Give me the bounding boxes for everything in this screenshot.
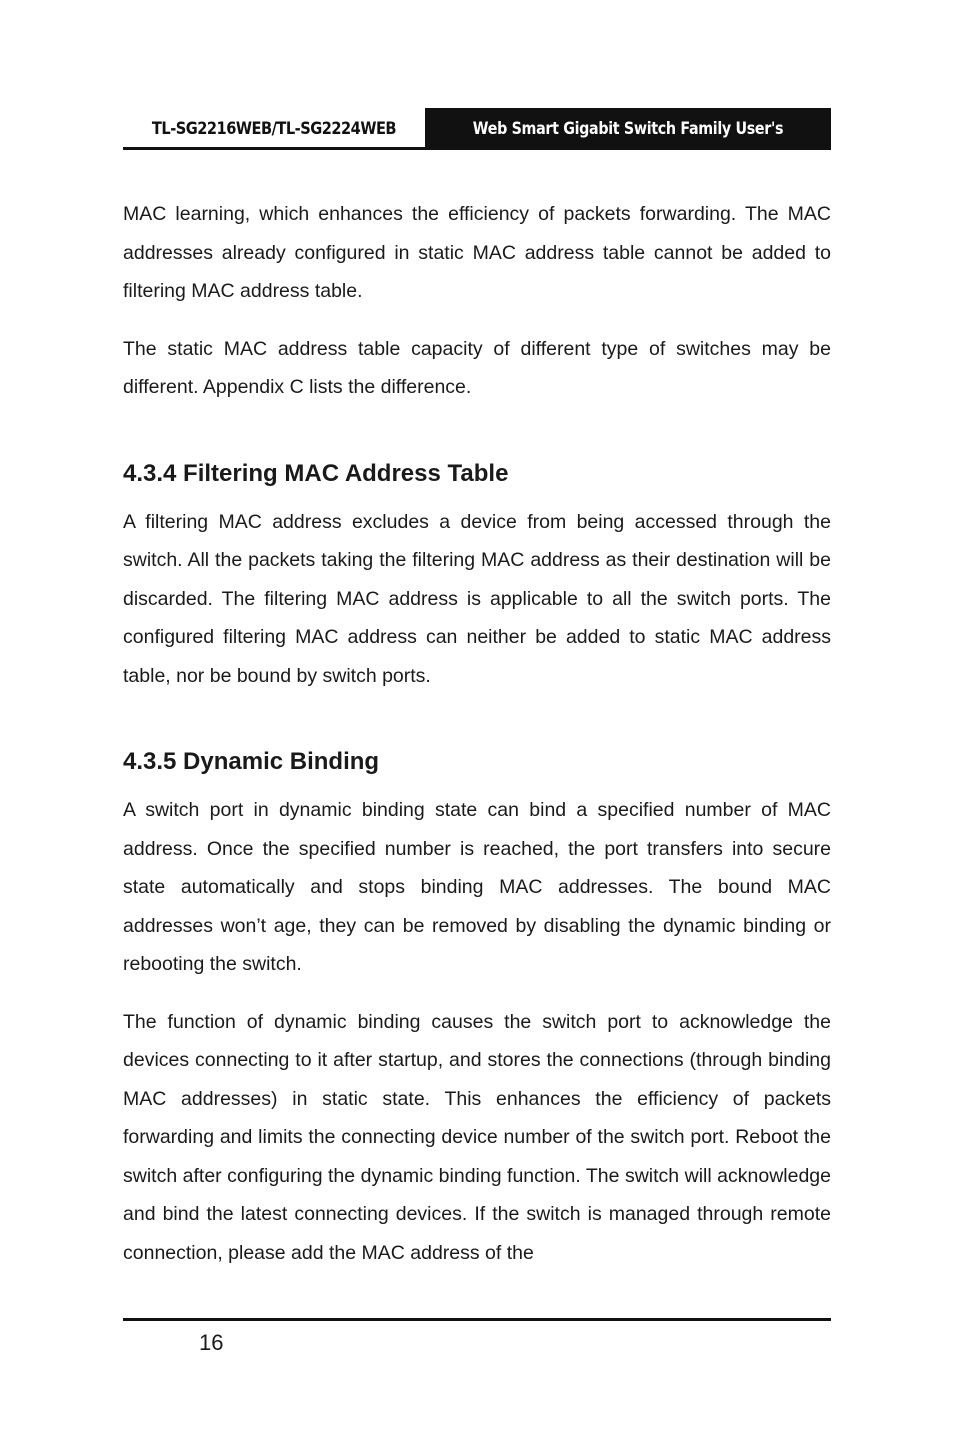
header-guide-title: Web Smart Gigabit Switch Family User's Guide [472,119,784,181]
filtering-mac-paragraph: A filtering MAC address excludes a device from being accessed through the switch. All the packets taking the filtering MAC address as their destination will be discarded. The filtering MAC address is applicable to all the switch ports. The configured filtering MAC address can neither be added to static MAC address table, nor be bound by switch ports. [123,510,831,687]
dynamic-binding-paragraph-2: The function of dynamic binding causes the switch port to acknowledge the devices connecting to it after startup, and stores the connections (through binding MAC addresses) in static state. This enhances the efficiency of packets forwarding and limits the connecting device number of the switch port. Reboot the switch after configuring the dynamic binding function. The switch will acknowledge and bind the latest connecting devices. If the switch is managed through remote connection, please add the MAC address of the [123,1010,831,1264]
footer-rule [123,1318,831,1321]
page-header [123,108,831,181]
intro-paragraph-1: MAC learning, which enhances the efficiency of packets forwarding. The MAC addresses already configured in static MAC address table cannot be added to filtering MAC address table. [123,203,831,302]
dynamic-binding-paragraph-1: A switch port in dynamic binding state can bind a specified number of MAC address. Once the specified number is reached, the port transfers into secure state automatically and stops binding MAC addresses. The bound MAC addresses won’t age, they can be removed by disabling the dynamic binding or rebooting the switch. [123,799,831,975]
header-guide-title-box [425,108,831,181]
page-number: 16 [199,1330,224,1355]
section-heading-filtering-mac: 4.3.4 Filtering MAC Address Table [123,459,509,487]
header-model: TL-SG2216WEB/TL-SG2224WEB [151,119,397,139]
intro-paragraph-2: The static MAC address table capacity of different type of switches may be different. Appendix C lists the difference. [123,337,831,398]
section-heading-dynamic-binding: 4.3.5 Dynamic Binding [123,748,380,775]
header-rule [123,147,425,150]
page-content [123,195,831,1272]
